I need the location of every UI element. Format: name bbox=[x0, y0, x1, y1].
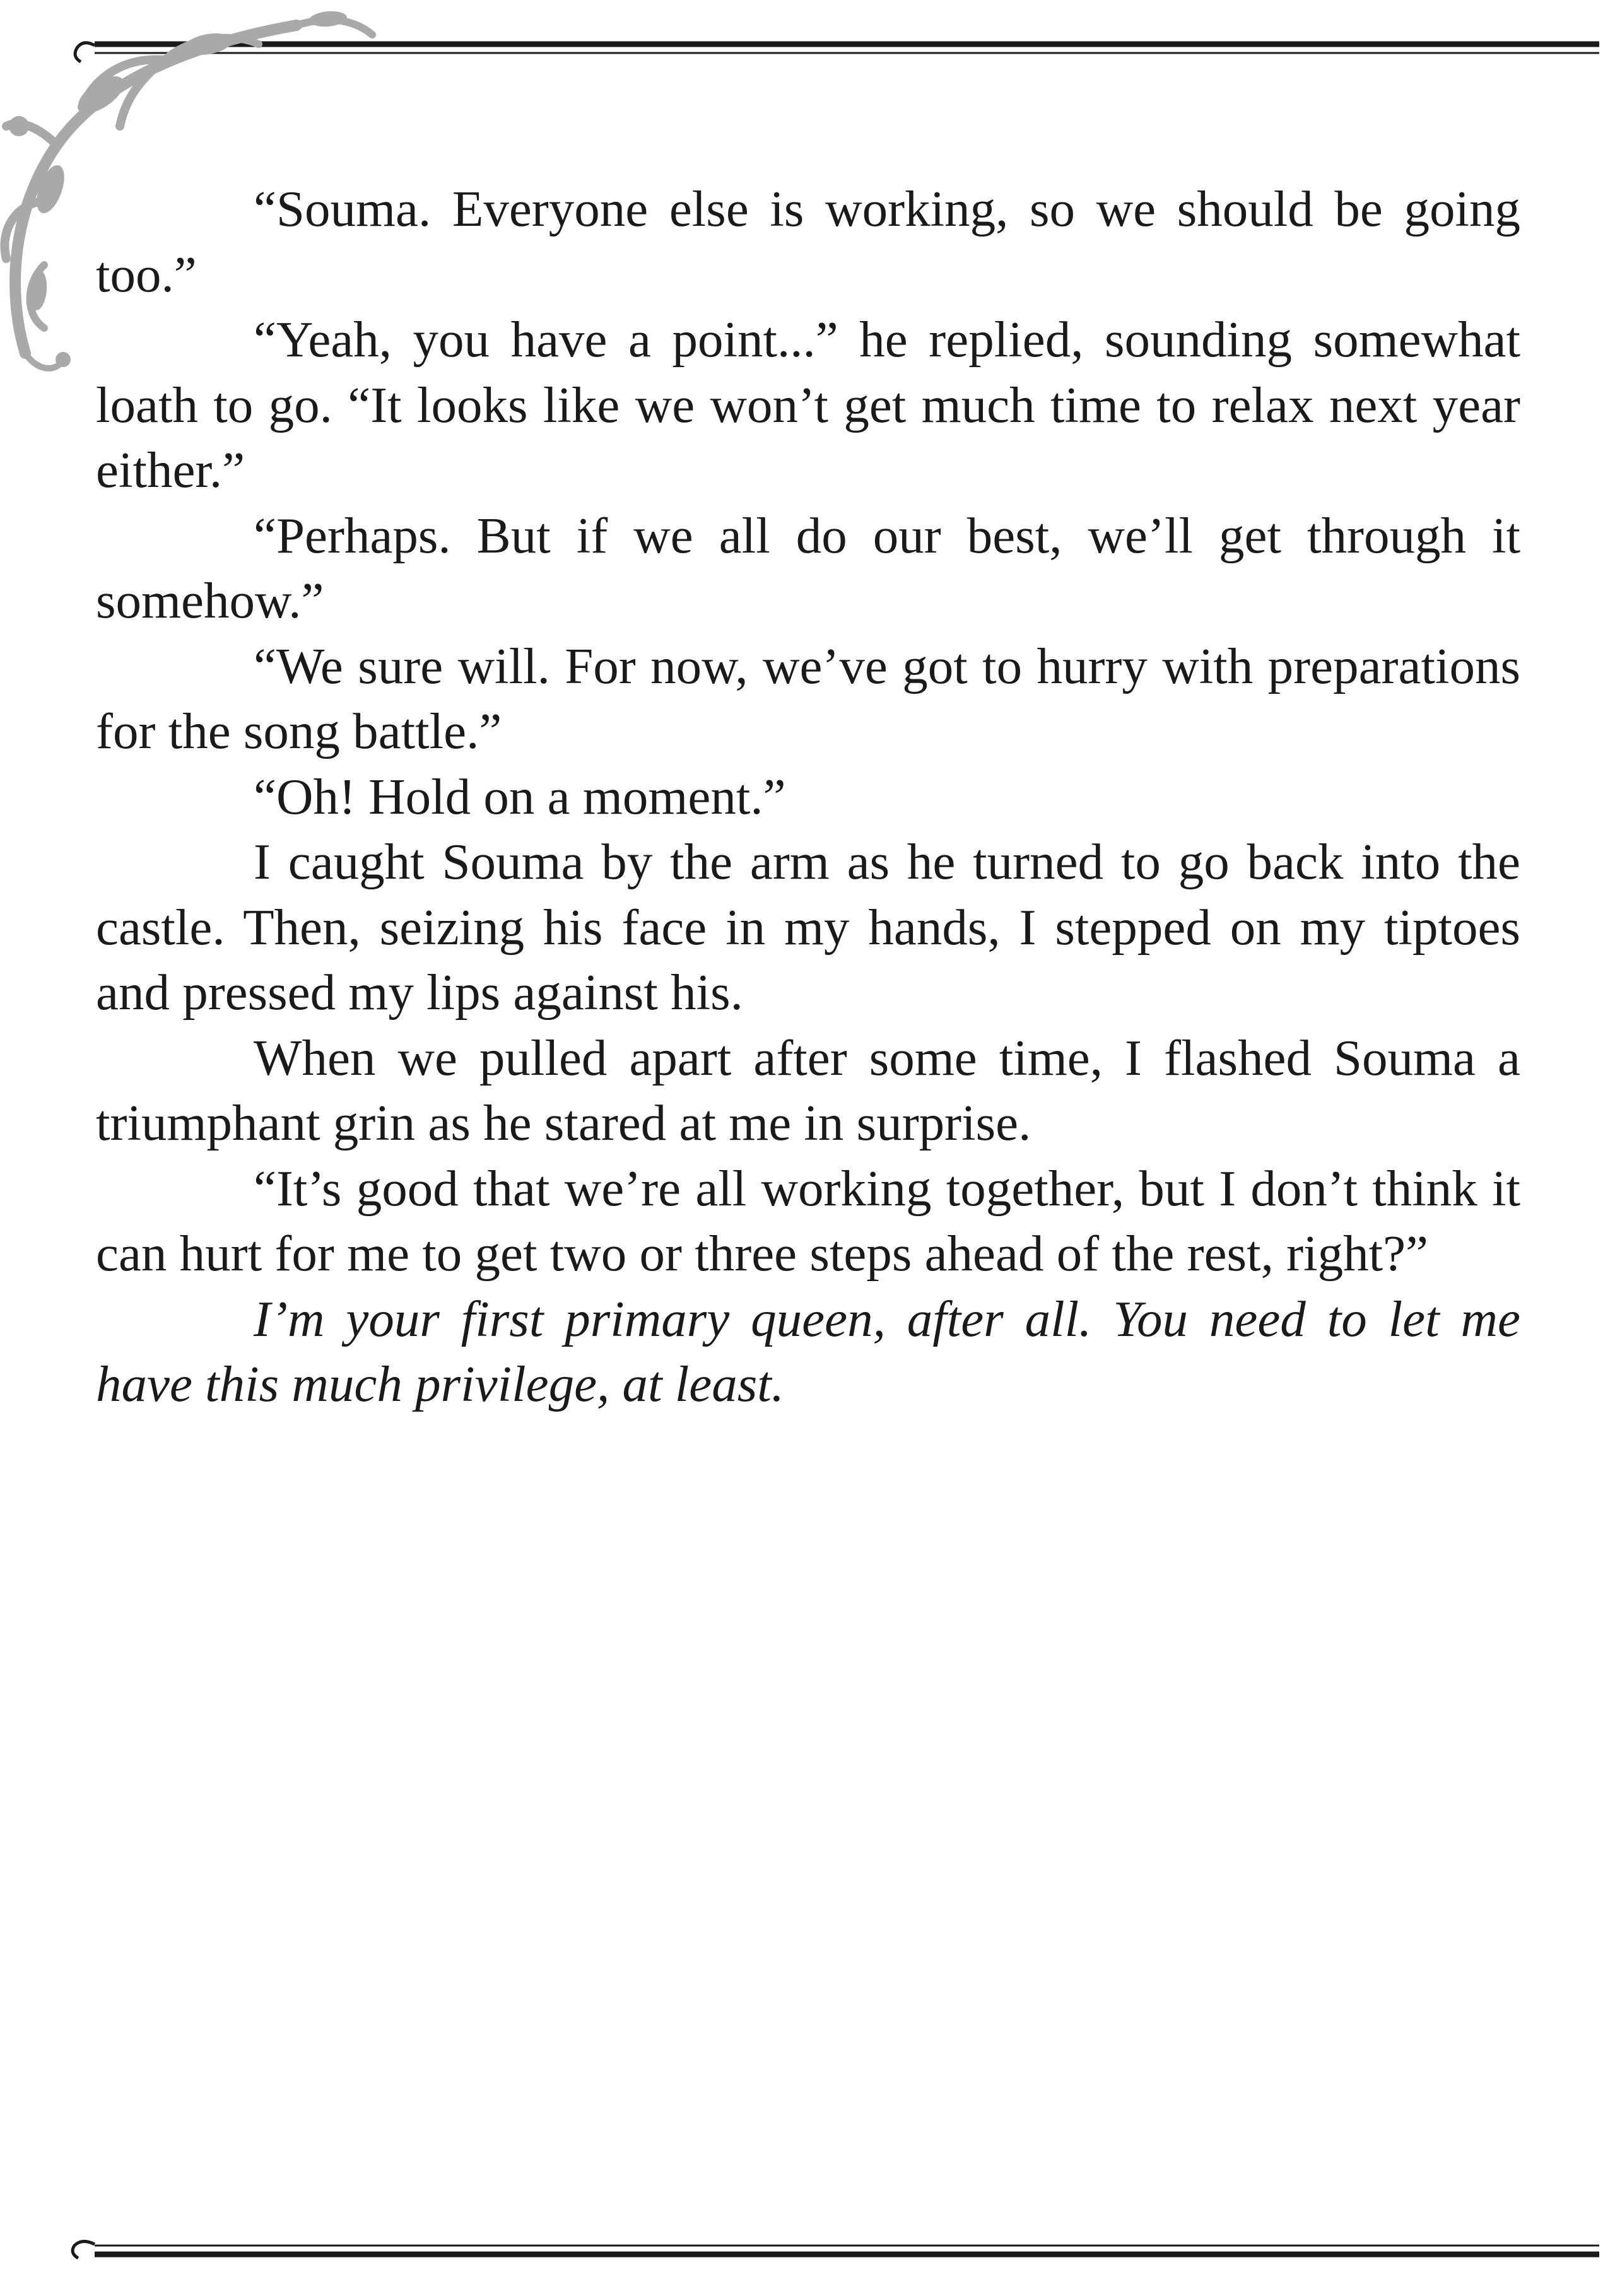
paragraph: “Oh! Hold on a moment.” bbox=[254, 768, 786, 825]
bottom-border-rule bbox=[0, 2220, 1615, 2296]
paragraph: “Perhaps. But if we all do our best, we’ll get through it somehow.” bbox=[96, 507, 1520, 629]
paragraph: “Yeah, you have a point...” he replied, sounding somewhat loath to go. “It looks like we won’t get much time to relax next year either.” bbox=[96, 311, 1520, 498]
paragraph: “It’s good that we’re all working together, but I don’t think it can hurt for me to get two or three steps ahead of the rest, right?” bbox=[96, 1159, 1520, 1282]
paragraph: “We sure will. For now, we’ve got to hurry with preparations for the song battle.” bbox=[96, 637, 1520, 759]
story-text bbox=[96, 177, 1520, 1417]
paragraph: I caught Souma by the arm as he turned to go back into the castle. Then, seizing his face in my hands, I stepped on my tiptoes and pressed my lips against his. bbox=[96, 833, 1520, 1021]
paragraph: “Souma. Everyone else is working, so we should be going too.” bbox=[96, 180, 1520, 303]
italic-inner-thought-paragraph: I’m your first primary queen, after all. You need to let me have this much privilege, at least. bbox=[96, 1290, 1520, 1412]
paragraph: When we pulled apart after some time, I flashed Souma a triumphant grin as he stared at me in surprise. bbox=[96, 1029, 1520, 1151]
